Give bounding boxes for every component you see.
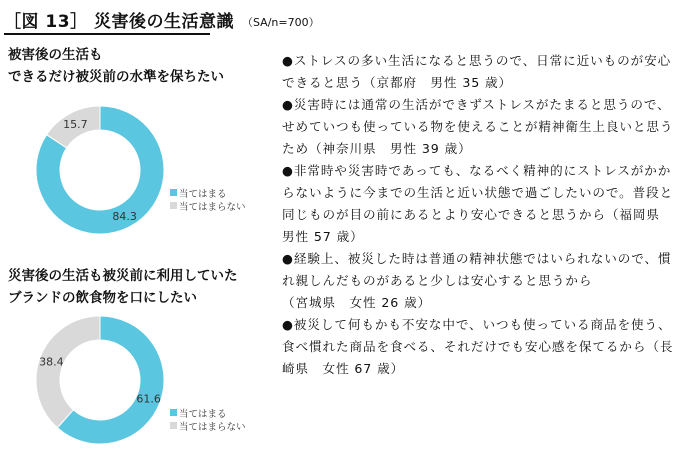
chart-2-title-line-1: 災害後の生活も被災前に利用していた — [8, 268, 238, 284]
donut-data-label: 61.6 — [136, 392, 161, 406]
chart-2-title — [8, 265, 238, 309]
legend-label-apply: 当てはまる — [179, 188, 227, 200]
comment-item: ●ストレスの多い生活になると思うので、日常に近いものが安心できると思う（京都府 男性 35 歳） — [282, 53, 672, 90]
figure-title: ［図 13］ 災害後の生活意識 — [4, 12, 234, 32]
figure-header — [4, 6, 320, 32]
donut-slice-not-apply — [36, 316, 100, 428]
chart-1-legend — [170, 186, 246, 212]
chart-2-donut — [30, 310, 170, 450]
donut-data-label: 84.3 — [112, 209, 137, 223]
chart-2-title-line-2: ブランドの飲食物を口にしたい — [8, 290, 197, 306]
comment-item: ●経験上、被災した時は普通の精神状態ではいられないので、慣れ親しんだものがあると少しは安心すると思うから （宮城県 女性 26 歳） — [282, 251, 672, 310]
donut-data-label: 15.7 — [63, 118, 88, 132]
comment-item: ●非常時や災害時であっても、なるべく精神的にストレスがかからないように今までの生活と近い状態で過ごしたいので。普段と同じものが目の前にあるとより安心できると思うから（福岡県 男性 57 歳） — [282, 163, 674, 244]
legend-swatch-not-apply — [170, 422, 177, 429]
comment-item: ●被災して何もかも不安な中で、いつも使っている商品を使う、食べ慣れた商品を食べる、それだけでも安心感を保てるから（長崎県 女性 67 歳） — [282, 317, 674, 376]
comment-item: ●災害時には通常の生活ができずストレスがたまると思うので、せめていつも使っている物を使えることが精神衛生上良いと思うため（神奈川県 男性 39 歳） — [282, 97, 674, 156]
figure-subtitle: （SA/n=700） — [242, 16, 320, 29]
legend-label-apply: 当てはまる — [179, 408, 227, 420]
header-underline — [4, 33, 210, 35]
legend-swatch-not-apply — [170, 202, 177, 209]
legend-swatch-apply — [170, 189, 177, 196]
chart-1-legend-item-not-apply — [170, 199, 246, 212]
legend-label-not-apply: 当てはまらない — [179, 421, 246, 433]
chart-1-legend-item-apply — [170, 186, 246, 199]
donut-data-label: 38.4 — [39, 355, 64, 369]
chart-1-donut — [30, 100, 170, 240]
chart-2-legend-item-apply — [170, 406, 246, 419]
chart-1-title-line-2: できるだけ被災前の水準を保ちたい — [8, 69, 224, 85]
legend-label-not-apply: 当てはまらない — [179, 201, 246, 213]
chart-2-legend — [170, 406, 246, 432]
chart-1-title-line-1: 被害後の生活も — [8, 47, 103, 63]
respondent-comments — [282, 50, 682, 380]
chart-2-legend-item-not-apply — [170, 419, 246, 432]
chart-1-title — [8, 44, 224, 88]
legend-swatch-apply — [170, 409, 177, 416]
